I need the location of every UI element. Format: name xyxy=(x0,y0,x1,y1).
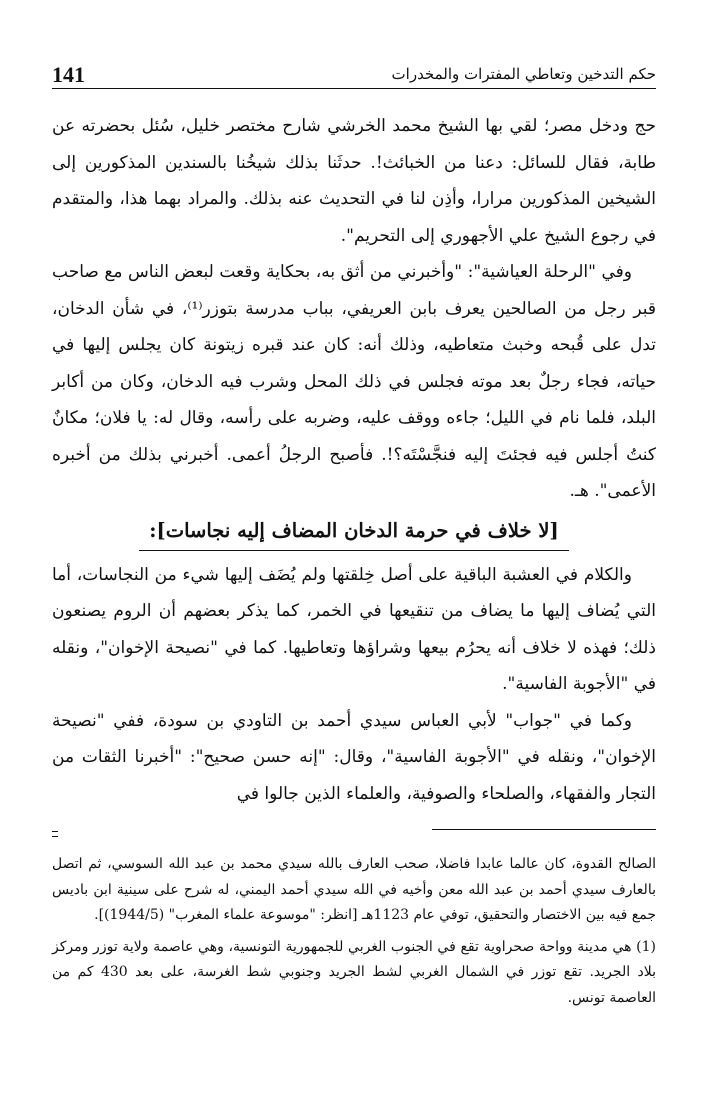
paragraph-4: وكما في "جواب" لأبي العباس سيدي أحمد بن التاودي بن سودة، ففي "نصيحة الإخوان"، ونقله في "الأجوبة الفاسية"، وقال: "إنه حسن صحيح": "أخبرنا الثقات من التجار والفقهاء، والصلحاء والصوفية، والعلماء الذين جالوا في xyxy=(52,710,656,804)
running-title: حكم التدخين وتعاطي المفترات والمخدرات xyxy=(391,65,656,83)
footnote-rule xyxy=(432,829,656,830)
paragraph-1: حج ودخل مصر؛ لقي بها الشيخ محمد الخرشي شارح مختصر خليل، سُئل بحضرته عن طابة، فقال للسائل: دعنا من الخبائث!. حدثَنا بذلك شيخُنا بالسندين المذكورين إلى الشيخين المذكورين مرارا، وأذِن لنا في التحديث عنه بذلك. والمراد بهما هذا، والمتقدم في رجوع الشيخ علي الأجهوري إلى التحريم". xyxy=(52,116,656,246)
page-header xyxy=(52,62,656,89)
footnote-continued: الصالح القدوة، كان عالما عابدا فاضلا، صحب العارف بالله سيدي محمد بن عبد الله السوسي، ثم اتصل بالعارف سيدي أحمد بن عبد الله معن وأخيه في الله سيدي أحمد اليمني، له شرح على سينية ابن باديس جمع فيه بين الاختصار والتحقيق، توفي عام 1123هـ [انظر: "موسوعة علماء المغرب" (1944/5)]. xyxy=(52,856,656,923)
section-heading xyxy=(52,514,656,551)
paragraph-3: والكلام في العشبة الباقية على أصل خِلقتها ولم يُضَف إليها شيء من النجاسات، أما التي يُضاف إليها ما يضاف من تنقيعها في الخمر، كما يذكر بعضهم أن الروم يصنعون ذلك؛ فهذه لا خلاف أنه يحرُم بيعها وشراؤها وتعاطيها. كما في "نصيحة الإخوان"، ونقله في "الأجوبة الفاسية". xyxy=(52,564,656,694)
paragraph-2: وفي "الرحلة العياشية": "وأخبرني من أثق به، بحكاية وقعت لبعض الناس مع صاحب قبر رجل من الصالحين يعرف بابن العريفي، بباب مدرسة بتوزر⁽¹⁾، في شأن الدخان، تدل على قُبحه وخبث متعاطيه، وذلك أنه: كان عند قبره زيتونة كان يجلس إليها في حياته، فجاء رجلٌ بعد موته فجلس في ذلك المحل وشرب فيه الدخان، وكان من أكابر البلد، فلما نام في الليل؛ جاءه ووقف عليه، وضربه على رأسه، وقال له: يا فلان؛ مكانٌ كنتُ أجلس فيه فجئتَ إليه فنجَّسْتَه؟!. فأصبح الرجلُ أعمى. أخبرني بذلك من أخبره الأعمى". هـ. xyxy=(52,262,656,501)
section-heading-text: [لا خلاف في حرمة الدخان المضاف إليه نجاسات]: xyxy=(139,514,568,551)
footnote-separator xyxy=(52,826,656,846)
continuation-mark xyxy=(52,831,58,837)
footnotes xyxy=(52,852,656,1011)
main-text xyxy=(52,108,656,812)
page-number: 141 xyxy=(52,62,85,87)
footnote-1: (1) هي مدينة وواحة صحراوية تقع في الجنوب الغربي للجمهورية التونسية، وهي عاصمة ولاية توزر ومركز بلاد الجريد. تقع توزر في الشمال الغربي لشط الجريد وجنوبي شط الغرسة، على بعد 430 كم من العاصمة تونس. xyxy=(52,938,656,1006)
